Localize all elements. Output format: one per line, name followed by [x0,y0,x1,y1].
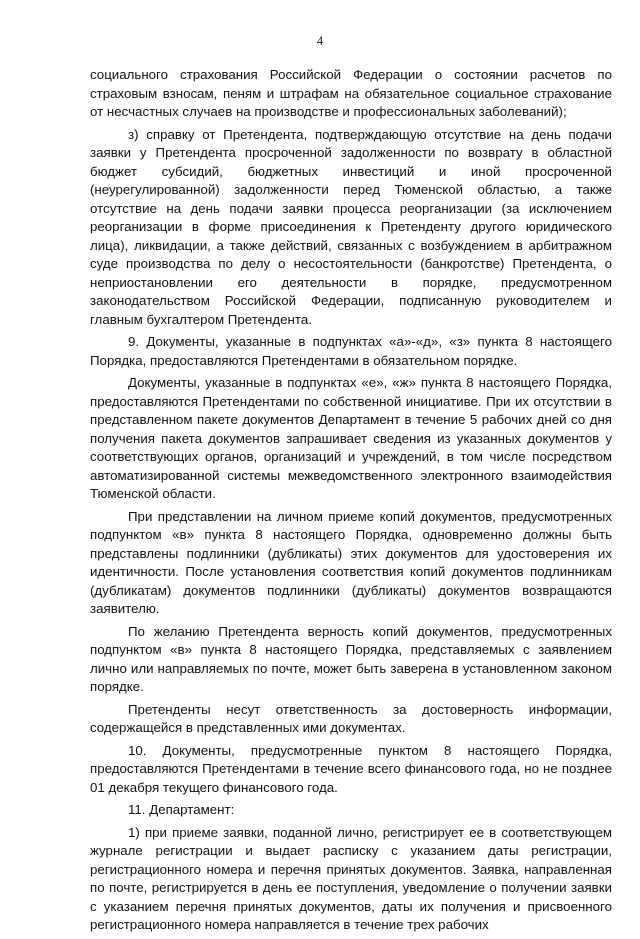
paragraph-9: 9. Документы, указанные в подпунктах «а»-«д», «з» пункта 8 настоящего Порядка, предоставляются Претендентами в обязательном порядке. [90,334,612,368]
paragraph-continuation: социального страхования Российской Федерации о состоянии расчетов по страховым взносам, пеням и штрафам на обязательное социальное страхование от несчастных случаев на производстве и профессиональных заболеваний); [90,67,612,119]
paragraph-10: 10. Документы, предусмотренные пунктом 8 настоящего Порядка, предоставляются Претендентами в течение всего финансового года, но не позднее 01 декабря текущего финансового года. [90,742,612,795]
paragraph-9-responsibility: Претенденты несут ответственность за достоверность информации, содержащейся в представленных ими документах. [90,701,612,735]
page-number: 4 [316,34,324,48]
document-body [90,66,612,939]
paragraph-9-documents: Документы, указанные в подпунктах «е», «ж» пункта 8 настоящего Порядка, предоставляются Претендентами по собственной инициативе. При их отсутствии в представленном пакете документов Департамент в течение 5 рабочих дней со дня получения пакета документов запрашивает сведения из указанных документов у соответствующих органов, организаций и учреждений, в том числе посредством автоматизированной системы межведомственного электронного взаимодействия Тюменской области. [90,375,612,501]
paragraph-item-z: з) справку от Претендента, подтверждающую отсутствие на день подачи заявки у Претендента просроченной задолженности по возврату в областной бюджет субсидий, бюджетных инвестиций и иной просроченной (неурегулированной) задолженности перед Тюменской областью, а также отсутствие на день подачи заявки процесса реорганизации (за исключением реорганизации в форме присоединения к Претенденту другого юридического лица), ликвидации, а также действий, связанных с возбуждением в арбитражном суде производства по делу о несостоятельности (банкротстве) Претендента, о неприостановлении его деятельности в порядке, предусмотренном законодательством Российской Федерации, подписанную руководителем и главным бухгалтером Претендента. [90,126,612,327]
paragraph-9-certification: По желанию Претендента верность копий документов, предусмотренных подпунктом «в» пункта 8 настоящего Порядка, представляемых с заявлением лично или направляемых по почте, может быть заверена в установленном законом порядке. [90,623,612,694]
paragraph-11: 11. Департамент: [128,802,235,817]
paragraph-11-item-1: 1) при приеме заявки, поданной лично, регистрирует ее в соответствующем журнале регистрации и выдает расписку с указанием даты регистрации, регистрационного номера и перечня принятых документов. Заявка, направленная по почте, регистрируется в день ее поступления, уведомление о получении заявки с указанием перечня принятых документов, даты их получения и присвоенного регистрационного номера направляется в течение трех рабочих [90,824,612,932]
paragraph-9-originals: При представлении на личном приеме копий документов, предусмотренных подпунктом «в» пункта 8 настоящего Порядка, одновременно должны быть представлены подлинники (дубликаты) этих документов для удостоверения их идентичности. После установления соответствия копий документов подлинникам (дубликатам) документов подлинники (дубликаты) документов возвращаются заявителю. [90,508,612,616]
